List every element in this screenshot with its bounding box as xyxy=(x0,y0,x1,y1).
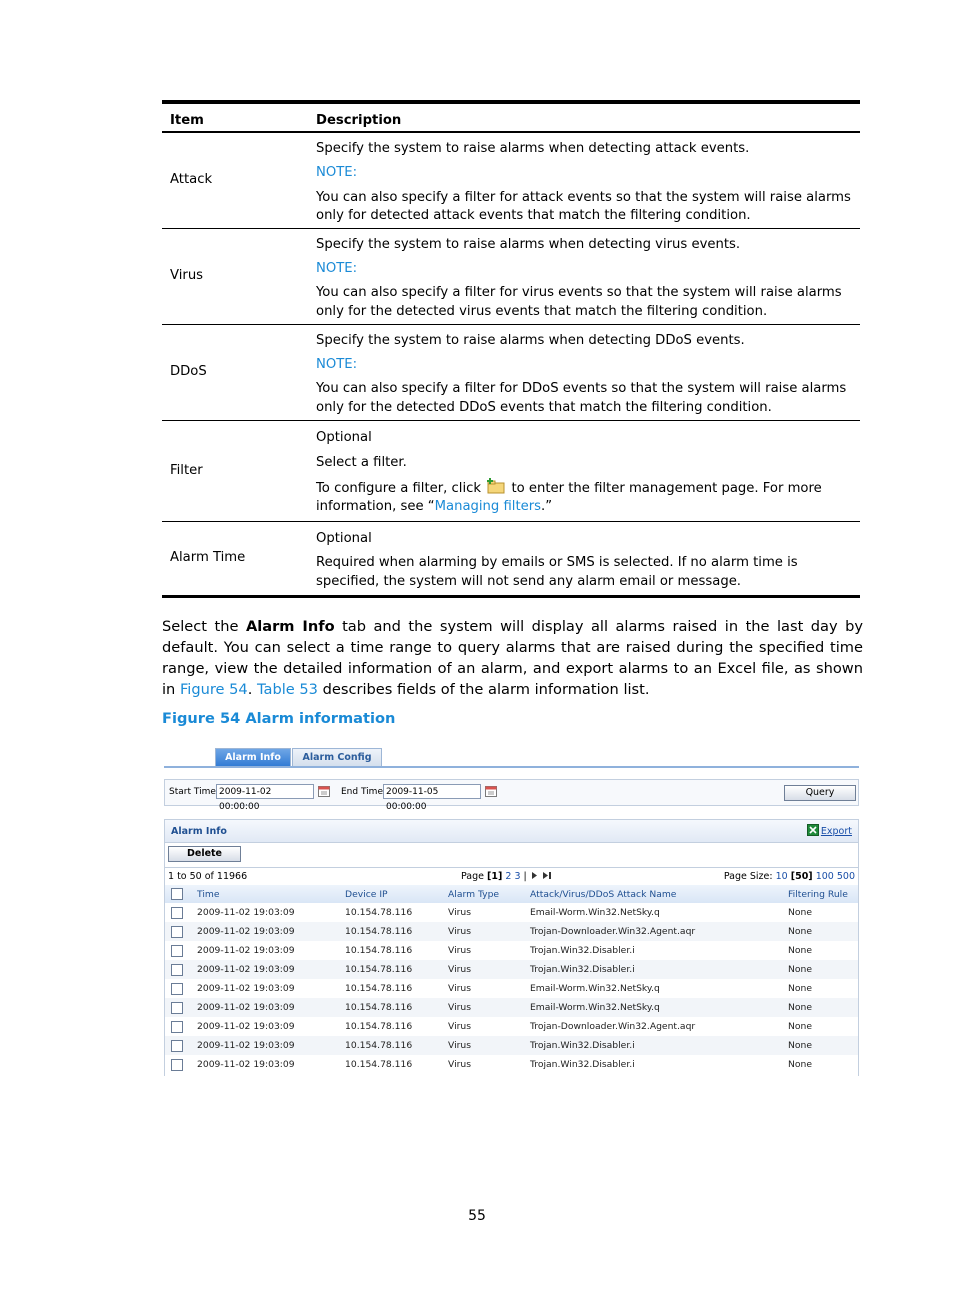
description-text xyxy=(316,478,852,517)
time-cell: 2009-11-02 19:03:09 xyxy=(195,960,343,979)
table-row xyxy=(162,420,860,521)
current-page: [1] xyxy=(487,871,503,882)
item-cell: Alarm Time xyxy=(162,521,308,596)
table-row xyxy=(162,324,860,420)
filtering-rule-cell: None xyxy=(788,1021,812,1032)
row-select-cell xyxy=(165,903,195,922)
filtering-rule-cell: None xyxy=(786,998,858,1017)
description-text: Select a filter. xyxy=(316,454,407,470)
row-checkbox[interactable] xyxy=(171,1059,183,1071)
header-item: Item xyxy=(162,102,308,132)
page-3-link[interactable]: 3 xyxy=(514,871,521,882)
time-cell: 2009-11-02 19:03:09 xyxy=(195,922,343,941)
text-segment: describes fields of the alarm information list. xyxy=(317,681,650,698)
table-link[interactable]: Table 53 xyxy=(257,681,318,698)
device-ip-cell: 10.154.78.116 xyxy=(343,922,446,941)
table-row xyxy=(162,132,860,228)
record-range: 1 to 50 of 11966 xyxy=(168,871,248,882)
device-ip-cell: 10.154.78.116 xyxy=(343,960,446,979)
filtering-rule-cell: None xyxy=(786,1036,858,1055)
alarm-info-panel xyxy=(164,819,859,1076)
col-time[interactable]: Time xyxy=(195,885,343,903)
row-checkbox[interactable] xyxy=(171,907,183,919)
alarm-info-screenshot xyxy=(164,745,859,1075)
header-description: Description xyxy=(308,102,860,132)
row-checkbox[interactable] xyxy=(171,1040,183,1052)
row-select-cell xyxy=(165,960,195,979)
time-cell: 2009-11-02 19:03:09 xyxy=(195,1036,343,1055)
export-link[interactable] xyxy=(807,824,852,837)
table-row[interactable] xyxy=(165,960,858,979)
description-text: Specify the system to raise alarms when detecting attack events. xyxy=(316,140,750,156)
row-select-cell xyxy=(165,1017,195,1036)
col-attack-name[interactable]: Attack/Virus/DDoS Attack Name xyxy=(528,885,786,903)
parameter-table xyxy=(162,100,860,598)
end-time-input[interactable]: 2009-11-05 00:00:00 xyxy=(383,784,481,799)
page-number: 55 xyxy=(468,1208,486,1224)
filtering-rule-cell: None xyxy=(788,945,812,956)
row-checkbox[interactable] xyxy=(171,945,183,957)
table-row[interactable] xyxy=(165,922,858,941)
note-text: You can also specify a filter for virus events so that the system will raise alarms only for the detected virus events that match the filtering condition. xyxy=(316,285,842,319)
attack-name-cell: Email-Worm.Win32.NetSky.q xyxy=(530,907,660,918)
note-label: NOTE: xyxy=(316,261,358,276)
table-row[interactable] xyxy=(165,941,858,960)
alarm-type-cell: Virus xyxy=(448,983,472,994)
note-text: You can also specify a filter for attack events so that the system will raise alarms only for detected attack events that match the filtering condition. xyxy=(316,189,851,224)
toolbar xyxy=(165,843,858,868)
pagination-bar xyxy=(165,868,858,885)
end-time-label: End Time xyxy=(341,787,383,797)
page-selector xyxy=(461,868,553,885)
row-select-cell xyxy=(165,979,195,998)
delete-button[interactable]: Delete xyxy=(168,846,241,862)
filtering-rule-cell: None xyxy=(788,983,812,994)
description-cell xyxy=(308,420,860,521)
page-size-50: [50] xyxy=(790,871,813,882)
figure-caption: Figure 54 Alarm information xyxy=(162,710,396,727)
table-header-row xyxy=(165,885,858,903)
note-label: NOTE: xyxy=(316,357,358,372)
alarm-type-cell: Virus xyxy=(446,1036,528,1055)
next-page-icon[interactable] xyxy=(530,871,539,880)
table-row[interactable] xyxy=(165,979,858,998)
table-row[interactable] xyxy=(165,998,858,1017)
table-row[interactable] xyxy=(165,1017,858,1036)
alarm-type-cell: Virus xyxy=(446,922,528,941)
device-ip-cell: 10.154.78.116 xyxy=(345,1059,413,1070)
alarm-type-cell: Virus xyxy=(448,945,472,956)
alarm-type-cell: Virus xyxy=(448,907,472,918)
description-text: Specify the system to raise alarms when detecting DDoS events. xyxy=(316,332,745,348)
description-text: Optional xyxy=(316,430,372,446)
time-cell: 2009-11-02 19:03:09 xyxy=(195,998,343,1017)
alarm-type-cell: Virus xyxy=(446,960,528,979)
attack-name-cell: Email-Worm.Win32.NetSky.q xyxy=(528,998,786,1017)
col-device-ip[interactable]: Device IP xyxy=(343,885,446,903)
calendar-icon[interactable] xyxy=(485,786,497,797)
time-cell: 2009-11-02 19:03:09 xyxy=(197,983,295,994)
figure-link[interactable]: Figure 54 xyxy=(179,681,248,698)
query-button[interactable]: Query xyxy=(784,785,856,801)
page-size-label: Page Size: xyxy=(723,871,773,882)
row-checkbox[interactable] xyxy=(171,983,183,995)
time-cell: 2009-11-02 19:03:09 xyxy=(197,1059,295,1070)
row-checkbox[interactable] xyxy=(171,964,183,976)
attack-name-cell: Email-Worm.Win32.NetSky.q xyxy=(530,983,660,994)
page-size-500[interactable]: 500 xyxy=(836,871,855,882)
alarm-table xyxy=(165,885,858,1074)
attack-name-cell: Trojan.Win32.Disabler.i xyxy=(528,1036,786,1055)
time-cell: 2009-11-02 19:03:09 xyxy=(197,1021,295,1032)
text-segment: .” xyxy=(541,499,553,515)
body-paragraph xyxy=(162,616,863,700)
page-size-100[interactable]: 100 xyxy=(815,871,834,882)
table-row xyxy=(162,521,860,596)
col-alarm-type[interactable]: Alarm Type xyxy=(446,885,528,903)
text-segment: to enter the filter management page. For more information, see “ xyxy=(316,480,822,515)
alarm-type-cell: Virus xyxy=(448,1059,472,1070)
select-all-cell xyxy=(165,885,195,903)
page-size-10[interactable]: 10 xyxy=(775,871,788,882)
item-cell: Filter xyxy=(162,420,308,521)
alarm-table-body xyxy=(165,903,858,1074)
col-filtering-rule[interactable]: Filtering Rule xyxy=(786,885,858,903)
row-select-cell xyxy=(165,1036,195,1055)
excel-icon xyxy=(807,824,819,836)
description-cell xyxy=(308,324,860,420)
managing-filters-link[interactable]: Managing filters xyxy=(434,499,542,515)
item-cell: DDoS xyxy=(162,324,308,420)
description-cell xyxy=(308,228,860,324)
device-ip-cell: 10.154.78.116 xyxy=(345,907,413,918)
last-page-icon[interactable] xyxy=(542,871,553,880)
tab-underline xyxy=(164,766,859,768)
page-2-link[interactable]: 2 xyxy=(505,871,512,882)
alarm-type-cell: Virus xyxy=(446,998,528,1017)
note-text: You can also specify a filter for DDoS events so that the system will raise alarms only for the detected DDoS events that match the filtering condition. xyxy=(316,381,847,415)
table-row[interactable] xyxy=(165,1036,858,1055)
export-label: Export xyxy=(820,826,852,837)
filtering-rule-cell: None xyxy=(786,922,858,941)
device-ip-cell: 10.154.78.116 xyxy=(343,998,446,1017)
add-folder-icon xyxy=(487,478,505,494)
filtering-rule-cell: None xyxy=(788,907,812,918)
time-cell: 2009-11-02 19:03:09 xyxy=(197,907,295,918)
note-label: NOTE: xyxy=(316,165,358,181)
start-time-label: Start Time xyxy=(169,787,216,797)
page-label: Page xyxy=(461,871,484,882)
text-segment: tab and the system will display all alarms raised in the last day by default. You can select a time range to query alarms that are raised during the specified time range, view the detailed information of an alarm, and export alarms to an Excel file, as shown in xyxy=(162,618,864,698)
description-cell xyxy=(308,521,860,596)
row-checkbox[interactable] xyxy=(171,1002,183,1014)
item-cell: Virus xyxy=(162,228,308,324)
description-cell xyxy=(308,132,860,228)
attack-name-cell: Trojan.Win32.Disabler.i xyxy=(528,960,786,979)
row-select-cell xyxy=(165,998,195,1017)
description-text: Optional xyxy=(316,530,372,546)
row-checkbox[interactable] xyxy=(171,1021,183,1033)
page-size-selector xyxy=(724,868,855,885)
device-ip-cell: 10.154.78.116 xyxy=(343,1036,446,1055)
description-text: Specify the system to raise alarms when detecting virus events. xyxy=(316,236,741,252)
filtering-rule-cell: None xyxy=(786,960,858,979)
tab-alarm-info[interactable]: Alarm Info xyxy=(215,748,291,767)
panel-title: Alarm Info xyxy=(171,826,227,837)
start-time-input[interactable]: 2009-11-02 00:00:00 xyxy=(216,784,314,799)
device-ip-cell: 10.154.78.116 xyxy=(345,945,413,956)
time-cell: 2009-11-02 19:03:09 xyxy=(197,945,295,956)
select-all-checkbox[interactable] xyxy=(171,888,183,900)
description-text: Required when alarming by emails or SMS is selected. If no alarm time is specified, the system will not send any alarm email or message. xyxy=(316,555,798,589)
tab-alarm-config[interactable]: Alarm Config xyxy=(292,748,382,767)
alarm-type-cell: Virus xyxy=(448,1021,472,1032)
panel-header xyxy=(165,820,858,843)
calendar-icon[interactable] xyxy=(318,786,330,797)
device-ip-cell: 10.154.78.116 xyxy=(345,1021,413,1032)
attack-name-cell: Trojan-Downloader.Win32.Agent.aqr xyxy=(528,922,786,941)
item-cell: Attack xyxy=(162,132,308,228)
row-select-cell xyxy=(165,922,195,941)
row-checkbox[interactable] xyxy=(171,926,183,938)
table-row[interactable] xyxy=(165,903,858,922)
table-row[interactable] xyxy=(165,1055,858,1074)
text-segment: To configure a filter, click xyxy=(316,480,482,496)
attack-name-cell: Trojan.Win32.Disabler.i xyxy=(530,945,635,956)
attack-name-cell: Trojan.Win32.Disabler.i xyxy=(530,1059,635,1070)
filtering-rule-cell: None xyxy=(788,1059,812,1070)
query-panel xyxy=(164,779,859,812)
row-select-cell xyxy=(165,1055,195,1074)
text-segment: Select the xyxy=(162,618,246,635)
text-segment: . xyxy=(247,681,258,698)
table-row xyxy=(162,228,860,324)
row-select-cell xyxy=(165,941,195,960)
pager-separator: | xyxy=(523,871,527,882)
device-ip-cell: 10.154.78.116 xyxy=(345,983,413,994)
attack-name-cell: Trojan-Downloader.Win32.Agent.aqr xyxy=(530,1021,696,1032)
bold-term: Alarm Info xyxy=(245,618,335,635)
